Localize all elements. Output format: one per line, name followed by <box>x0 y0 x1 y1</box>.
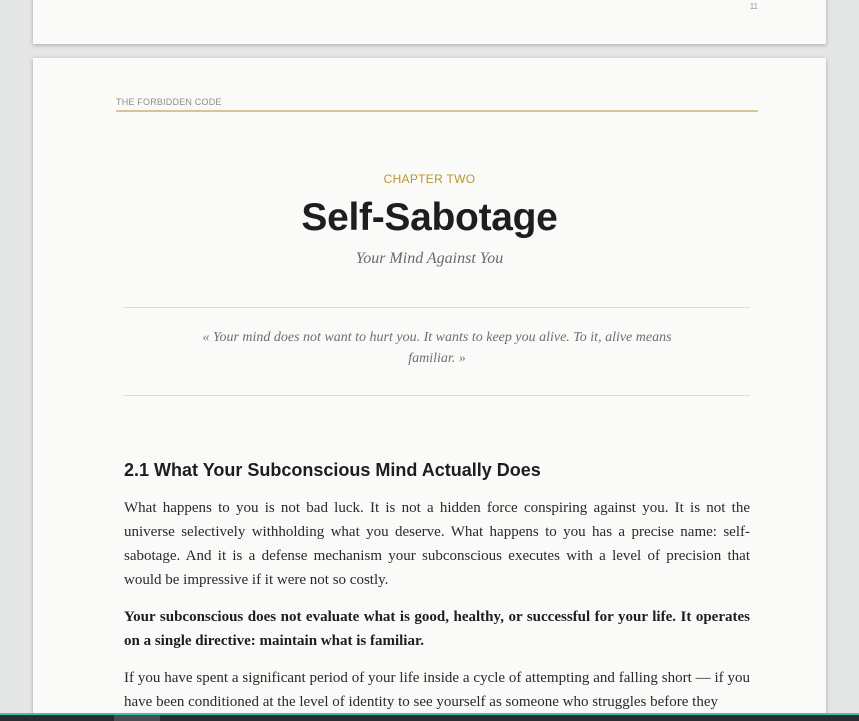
running-header-title: THE FORBIDDEN CODE <box>116 97 222 107</box>
chapter-title: Self-Sabotage <box>301 196 558 239</box>
body-paragraph: What happens to you is not bad luck. It is not a hidden force conspiring against you. It is not the universe selectively withholding what you deserve. What happens to you has a precise name: self-sabotage. And it is a defense mechanism your subconscious executes with a level of precision that would be impressive if it were not so costly. <box>124 500 750 588</box>
taskbar-item[interactable] <box>114 715 160 721</box>
running-header <box>116 92 758 112</box>
body-paragraph: If you have spent a significant period of your life inside a cycle of attempting and falling short — if you have been conditioned at the level of identity to see yourself as someone who struggles before they <box>124 670 750 710</box>
chapter-subtitle: Your Mind Against You <box>355 250 504 267</box>
previous-page <box>33 0 826 44</box>
chapter-label: CHAPTER TWO <box>383 172 476 186</box>
epigraph-bottom-rule <box>124 395 750 396</box>
taskbar <box>0 713 859 721</box>
epigraph-quote: « Your mind does not want to hurt you. It wants to keep you alive. To it, alive means familiar. » <box>202 330 672 366</box>
current-page <box>33 58 826 721</box>
page-number: 11 <box>749 2 758 11</box>
body-paragraph-bold: Your subconscious does not evaluate what is good, healthy, or successful for your life. It operates on a single directive: maintain what is familiar. <box>124 609 750 649</box>
section-heading: 2.1 What Your Subconscious Mind Actually Does <box>124 460 541 480</box>
epigraph-top-rule <box>124 307 750 308</box>
